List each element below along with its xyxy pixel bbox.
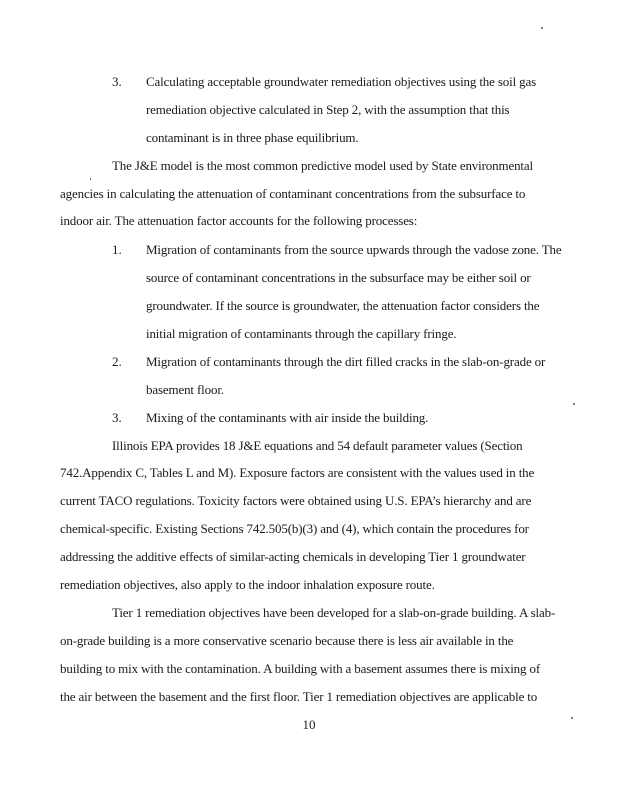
text-line: chemical-specific. Existing Sections 742.505(b)(3) and (4), which contain the procedures for xyxy=(60,521,529,536)
text-line: Migration of contaminants from the source upwards through the vadose zone. The xyxy=(146,242,562,257)
text-line: Calculating acceptable groundwater remediation objectives using the soil gas xyxy=(146,74,537,89)
text-line: remediation objectives, also apply to the indoor inhalation exposure route. xyxy=(60,577,435,592)
text-line: on-grade building is a more conservative scenario because there is less air available in the xyxy=(60,633,514,648)
text-line: Illinois EPA provides 18 J&E equations and 54 default parameter values (Section xyxy=(112,438,523,453)
text-line: 742.Appendix C, Tables L and M). Exposure factors are consistent with the values used in the xyxy=(60,465,535,480)
scan-speck xyxy=(571,717,573,719)
text-line: initial migration of contaminants through the capillary fringe. xyxy=(146,326,457,341)
text-line: agencies in calculating the attenuation of contaminant concentrations from the subsurface to xyxy=(60,186,526,201)
scan-speck xyxy=(541,27,543,29)
text-line: contaminant is in three phase equilibrium. xyxy=(146,130,359,145)
text-line: basement floor. xyxy=(146,382,224,397)
text-line: current TACO regulations. Toxicity factors were obtained using U.S. EPA’s hierarchy and are xyxy=(60,493,532,508)
text-line: Mixing of the contaminants with air inside the building. xyxy=(146,410,429,425)
scan-speck xyxy=(90,178,91,180)
scan-speck xyxy=(573,403,575,405)
list-number: 3. xyxy=(112,74,122,89)
list-number: 1. xyxy=(112,242,122,257)
text-line: groundwater. If the source is groundwater, the attenuation factor considers the xyxy=(146,298,540,313)
text-line: the air between the basement and the first floor. Tier 1 remediation objectives are applicable to xyxy=(60,689,538,704)
text-line: Migration of contaminants through the dirt filled cracks in the slab-on-grade or xyxy=(146,354,546,369)
text-line: The J&E model is the most common predictive model used by State environmental xyxy=(112,158,533,173)
list-number: 2. xyxy=(112,354,122,369)
text-line: indoor air. The attenuation factor accounts for the following processes: xyxy=(60,213,418,228)
list-number: 3. xyxy=(112,410,122,425)
text-line: remediation objective calculated in Step 2, with the assumption that this xyxy=(146,102,510,117)
text-line: source of contaminant concentrations in the subsurface may be either soil or xyxy=(146,270,531,285)
text-line: addressing the additive effects of similar-acting chemicals in developing Tier 1 groundwater xyxy=(60,549,526,564)
page-number: 10 xyxy=(302,717,316,732)
text-line: Tier 1 remediation objectives have been developed for a slab-on-grade building. A slab- xyxy=(112,605,556,620)
text-line: building to mix with the contamination. A building with a basement assumes there is mixing of xyxy=(60,661,540,676)
